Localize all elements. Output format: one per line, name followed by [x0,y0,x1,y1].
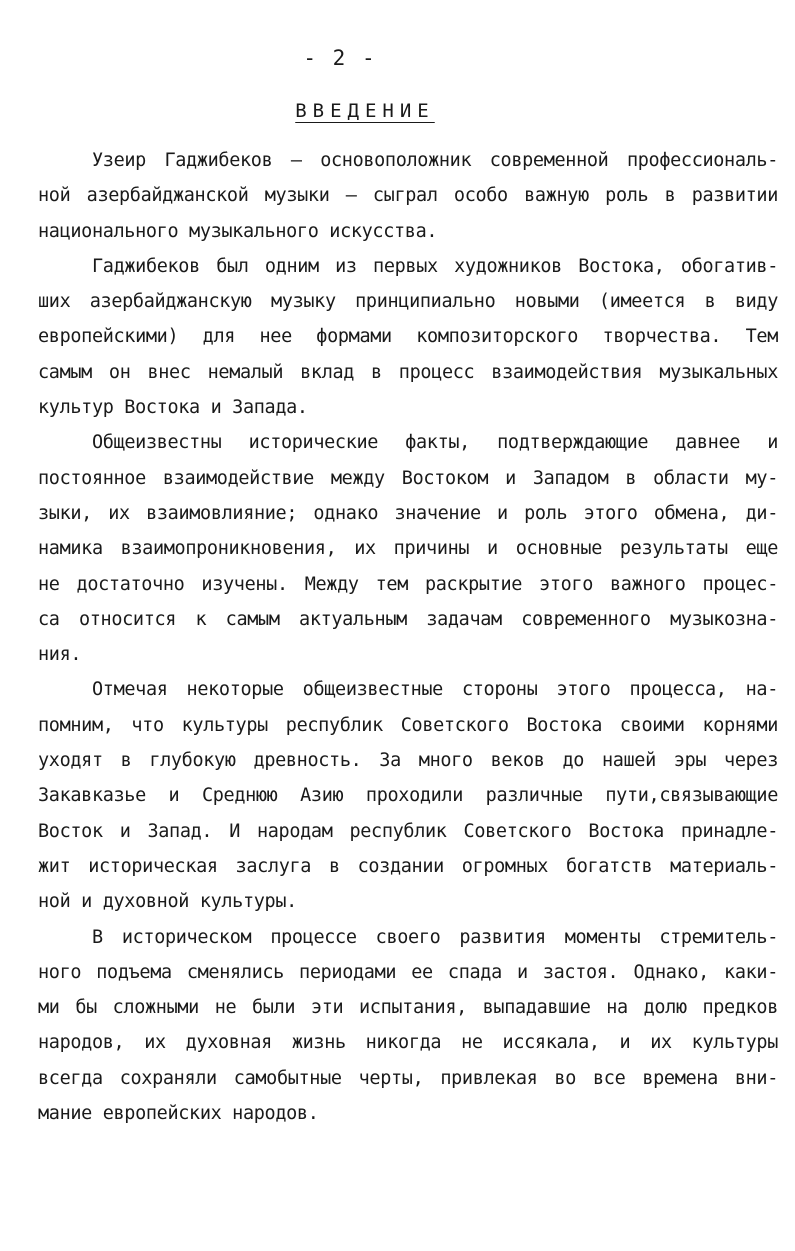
text-line: ной азербайджанской музыки – сыграл особо важную роль в развитии [38,185,778,207]
text-line: Общеизвестны исторические факты, подтверждающие давнее и [92,432,778,454]
paragraph-3 [38,425,778,672]
text-line: Закавказье и Среднюю Азию проходили различные пути,связывающие [38,785,778,807]
text-line: ших азербайджанскую музыку принципиально новыми (имеется в виду [38,291,778,313]
paragraph-1 [38,143,778,249]
text-line: уходят в глубокую древность. За много веков до нашей эры через [38,750,778,772]
text-line: Узеир Гаджибеков – основоположник современной профессиональ- [92,150,778,171]
text-line: европейскими) для нее формами композиторского творчества. Тем [38,326,778,348]
text-line: ного подъема сменялись периодами ее спада и застоя. Однако, каки- [38,961,778,983]
paragraph-2 [38,249,778,425]
text-line: намика взаимопроникновения, их причины и основные результаты еще [38,538,778,560]
text-line: ми бы сложными не были эти испытания, выпадавшие на долю предков [38,997,778,1019]
text-line: постоянное взаимодействие между Востоком и Западом в области му- [38,467,778,489]
text-line: Отмечая некоторые общеизвестные стороны этого процесса, на- [92,679,778,701]
page-number: - 2 - [303,46,377,70]
text-line: са относится к самым актуальным задачам современного музыкозна- [38,608,778,630]
text-line: зыки, их взаимовлияние; однако значение и роль этого обмена, ди- [38,502,778,524]
paragraph-5 [38,920,778,1132]
text-line: мание европейских народов. [38,1103,319,1125]
text-line: народов, их духовная жизнь никогда не иссякала, и их культуры [38,1032,778,1054]
paragraph-4 [38,672,778,919]
text-line: ния. [38,644,82,666]
text-line: Восток и Запад. И народам республик Советского Востока принадле- [38,820,778,842]
text-line: помним, что культуры республик Советского Востока своими корнями [38,714,778,736]
text-line: самым он внес немалый вклад в процесс взаимодействия музыкальных [38,361,778,383]
text-line: национального музыкального искусства. [38,220,438,242]
text-line: всегда сохраняли самобытные черты, привлекая во все времена вни- [38,1067,778,1089]
text-line: Гаджибеков был одним из первых художников Востока, обогатив- [92,255,778,277]
text-line: жит историческая заслуга в создании огромных богатств материаль- [38,855,778,877]
text-line: не достаточно изучены. Между тем раскрытие этого важного процес- [38,573,778,595]
body-text [38,143,778,1131]
text-line: В историческом процессе своего развития моменты стремитель- [92,926,778,948]
text-line: культур Востока и Запада. [38,397,308,419]
text-line: ной и духовной культуры. [38,891,297,913]
section-title: ВВЕДЕНИЕ [295,100,435,122]
